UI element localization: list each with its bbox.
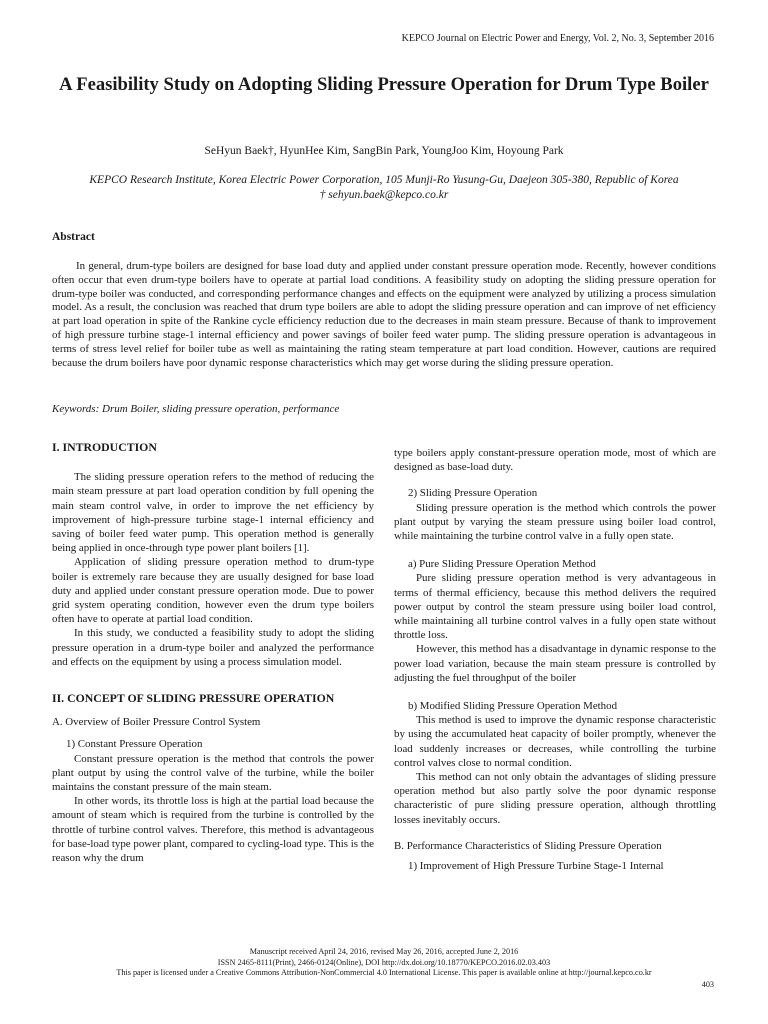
running-header: KEPCO Journal on Electric Power and Energy, Vol. 2, No. 3, September 2016 — [401, 33, 714, 44]
keywords: Keywords: Drum Boiler, sliding pressure operation, performance — [52, 403, 340, 415]
paragraph: type boilers apply constant-pressure operation mode, most of which are designed as base-load duty. — [394, 447, 716, 474]
license-note: This paper is licensed under a Creative Commons Attribution-NonCommercial 4.0 International License. This paper is available online at http://journal.kepco.co.kr — [116, 968, 652, 977]
author-list: SeHyun Baek†, HyunHee Kim, SangBin Park, YoungJoo Kim, Hoyoung Park — [204, 145, 564, 157]
paragraph: Pure sliding pressure operation method is very advantageous in terms of thermal efficiency, because this method delivers the required power output by control the steam pressure using boiler load control, while maintaining all turbine control valves in a fully open state without throttle loss. — [394, 572, 716, 642]
issn-doi: ISSN 2465-8111(Print), 2466-0124(Online), DOI http://dx.doi.org/10.18770/KEPCO.2016.02.03.403 — [217, 957, 551, 967]
footer — [0, 947, 768, 979]
section-heading-introduction: I. INTRODUCTION — [52, 440, 157, 454]
left-column — [52, 440, 374, 865]
affiliation: KEPCO Research Institute, Korea Electric Power Corporation, 105 Munji-Ro Yusung-Gu, Daejeon 305-380, Republic of Korea — [89, 174, 679, 186]
abstract-heading: Abstract — [52, 231, 95, 243]
paragraph: In this study, we conducted a feasibility study to adopt the sliding pressure operation in a drum-type boiler and analyzed the performance and effects on the equipment by using a process simulation model. — [52, 627, 374, 668]
paper-title: A Feasibility Study on Adopting Sliding Pressure Operation for Drum Type Boiler — [59, 74, 709, 95]
subsubsection-heading: b) Modified Sliding Pressure Operation Method — [408, 700, 618, 713]
corresponding-email: † sehyun.baek@kepco.co.kr — [319, 188, 449, 201]
paragraph: However, this method has a disadvantage in dynamic response to the power load variation, because the main steam pressure is controlled by adjusting the fuel throughput of the boiler — [394, 643, 716, 684]
paragraph: This method is used to improve the dynamic response characteristic by using the accumulated heat capacity of boiler promptly, whenever the load suddenly increases or decreases, while controlling the turbine control valves close to normal condition. — [394, 714, 716, 769]
subsubsection-heading: 2) Sliding Pressure Operation — [408, 487, 538, 500]
right-column — [394, 446, 716, 873]
subsubsection-heading: a) Pure Sliding Pressure Operation Method — [408, 558, 596, 571]
paragraph: In other words, its throttle loss is high at the partial load because the amount of steam which is required from the turbine is controlled by the throttle of turbine control valves. Therefore, this method is advantageous for base-load type power plant, compared to cycling-load type. This is the reason why the drum — [52, 795, 374, 865]
subsection-heading: B. Performance Characteristics of Sliding Pressure Operation — [394, 839, 662, 852]
paragraph: Application of sliding pressure operation method to drum-type boiler is extremely rare because they are usually designed for base load duty and applied under constant pressure operation mode. Due to power grid system operating condition, however even the drum type boilers often have to operate at partial load condition. — [52, 556, 374, 626]
subsubsection-heading: 1) Constant Pressure Operation — [66, 738, 203, 751]
paragraph: Sliding pressure operation is the method which controls the power plant output by varying the steam pressure using boiler load control, while maintaining the turbine control valve in a fully open state. — [394, 501, 716, 543]
affiliation-block — [40, 173, 728, 202]
abstract-text: In general, drum-type boilers are designed for base load duty and applied under constant pressure operation mode. Recently, however conditions often occur that even drum-type boilers have to operate at partial load conditions. A feasibility study on adopting the sliding pressure operation for drum-type boiler was conducted, and corresponding performance changes and effects on the equipment were analyzed by utilizing a process simulation model. As a result, the conclusion was reached that drum type boilers are able to adopt the sliding pressure operation and can improve of net efficiency at part load operation in spite of the Rankine cycle efficiency reduction due to the decreases in main steam pressure. Because of thank to improvement of high pressure turbine stage-1 internal efficiency and power savings of boiler feed water pump. The sliding pressure operation is advantageous in terms of stress level relief for boiler tube as well as maintaining the rating steam temperature at part load condition. However, cautions are required because the drum boilers have poor dynamic response characteristics which may get worse during the sliding pressure operation. — [52, 260, 716, 369]
manuscript-dates: Manuscript received April 24, 2016, revised May 26, 2016, accepted June 2, 2016 — [249, 947, 519, 956]
page-number: 403 — [701, 980, 714, 989]
paragraph: Constant pressure operation is the method that controls the power plant output by using the control valve of the turbine, while the boiler maintains the constant pressure of the main steam. — [52, 752, 374, 794]
paragraph: This method can not only obtain the advantages of sliding pressure operation method but also partly solve the poor dynamic response characteristic of pure sliding pressure operation, although throttling losses inevitably occurs. — [394, 771, 716, 826]
paragraph: The sliding pressure operation refers to the method of reducing the main steam pressure at part load operation condition by full opening the main steam control valve, in order to improve the net efficiency by improvement of high-pressure turbine stage-1 internal efficiency and saving of boiler feed water pump. This operation method is generally being applied in once-through type power plant boilers [1]. — [52, 471, 374, 555]
subsection-heading: A. Overview of Boiler Pressure Control System — [52, 716, 261, 729]
subsubsection-heading: 1) Improvement of High Pressure Turbine Stage-1 Internal — [408, 860, 664, 873]
section-heading-concept: II. CONCEPT OF SLIDING PRESSURE OPERATION — [52, 691, 335, 706]
